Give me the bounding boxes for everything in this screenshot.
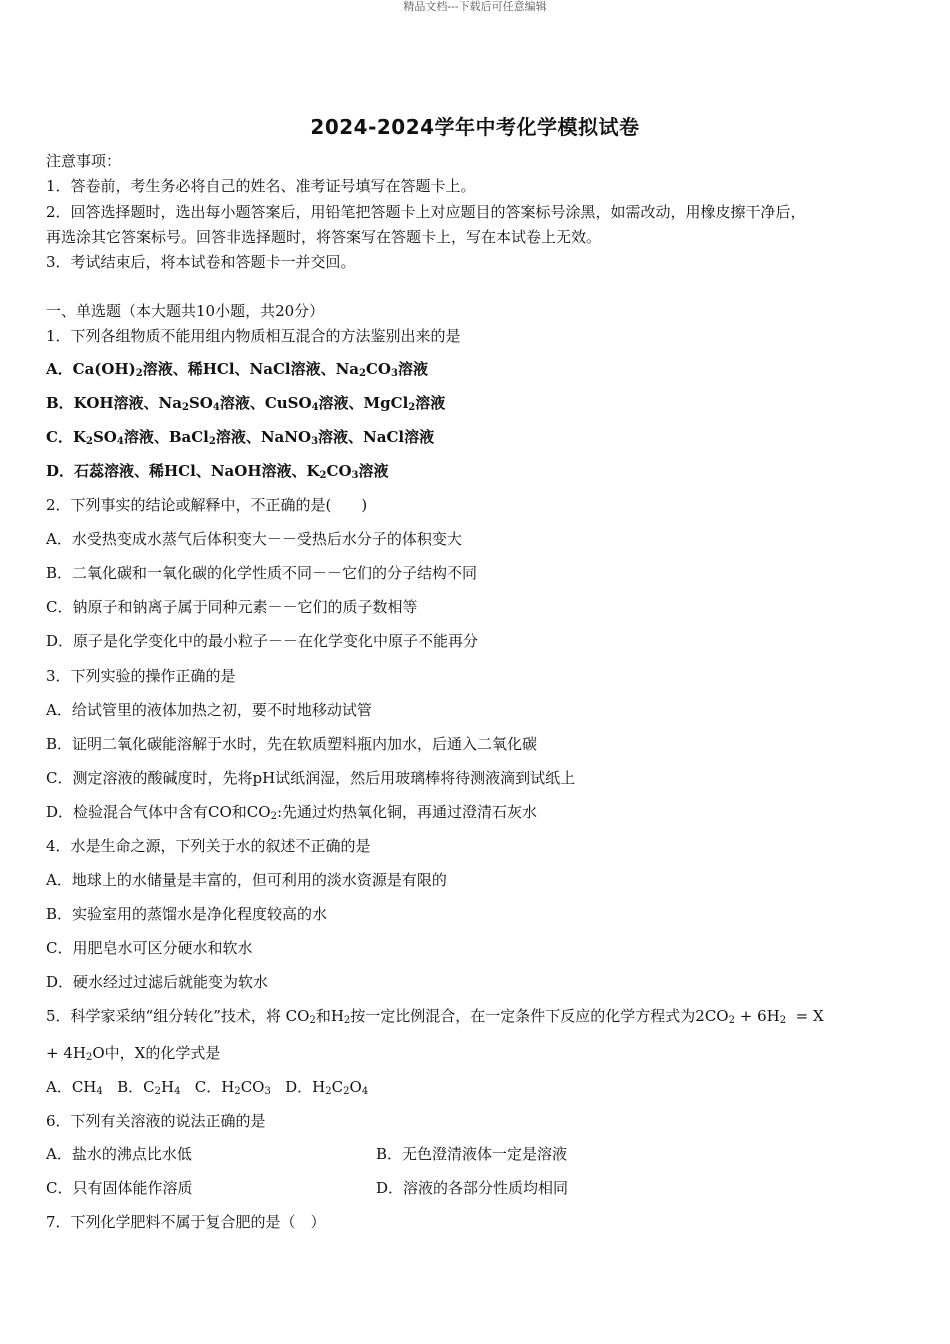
q3-option-b: B．证明二氧化碳能溶解于水时，先在软质塑料瓶内加水，后通入二氧化碳 <box>46 735 538 753</box>
notice-item-2a: 2．回答选择题时，选出每小题答案后，用铅笔把答题卡上对应题目的答案标号涂黑，如需改动，用橡皮擦干净后， <box>46 203 806 221</box>
section-heading: 一、单选题（本大题共10小题，共20分） <box>46 302 325 320</box>
question-3: 3．下列实验的操作正确的是 <box>46 667 236 685</box>
q2-option-d: D．原子是化学变化中的最小粒子－－在化学变化中原子不能再分 <box>46 632 479 650</box>
q4-option-b: B．实验室用的蒸馏水是净化程度较高的水 <box>46 905 328 923</box>
notice-item-2b: 再选涂其它答案标号。回答非选择题时，将答案写在答题卡上，写在本试卷上无效。 <box>46 228 602 246</box>
q2-option-c: C．钠原子和钠离子属于同种元素－－它们的质子数相等 <box>46 598 418 616</box>
q6-option-b: B．无色澄清液体一定是溶液 <box>376 1145 568 1163</box>
q6-option-c: C．只有固体能作溶质 <box>46 1179 193 1197</box>
q3-option-d: D．检验混合气体中含有CO和$CO_2$:先通过灼热氧化铜，再通过澄清石灰水 <box>46 803 538 822</box>
q3-option-a: A．给试管里的液体加热之初，要不时地移动试管 <box>46 701 372 719</box>
q1-option-c: C．$K_2SO_4$溶液、BaCl$_2$溶液、NaNO$_3$溶液、NaCl溶液 <box>46 428 435 447</box>
question-6: 6．下列有关溶液的说法正确的是 <box>46 1112 266 1130</box>
question-1: 1．下列各组物质不能用组内物质相互混合的方法鉴别出来的是 <box>46 327 461 345</box>
question-5-line-1: 5．科学家采纳“组分转化”技术，将 $CO_2$和$H_2$按一定比例混合，在一定条件下反应的化学方程式为$2CO_2 + 6H_2 = X$ <box>46 1007 824 1026</box>
page-header: 精品文档---下载后可任意编辑 <box>403 0 547 13</box>
exam-title: 2024-2024学年中考化学模拟试卷 <box>310 115 640 139</box>
q5-options: A．$CH_4$ B．$C_2H_4$ C．$H_2CO_3$ D．$H_2C_2O_4$ <box>46 1078 369 1097</box>
q4-option-c: C．用肥皂水可区分硬水和软水 <box>46 939 253 957</box>
q2-option-a: A．水受热变成水蒸气后体积变大－－受热后水分子的体积变大 <box>46 530 462 548</box>
question-4: 4．水是生命之源，下列关于水的叙述不正确的是 <box>46 837 371 855</box>
q1-option-d: D．石蕊溶液、稀HCl、NaOH溶液、$K_2CO_3$溶液 <box>46 462 389 481</box>
notice-heading: 注意事项： <box>46 152 122 170</box>
q1-option-b: B．KOH溶液、$Na_2SO_4$溶液、CuSO$_4$溶液、MgCl$_2$溶液 <box>46 394 446 413</box>
q3-option-c: C．测定溶液的酸碱度时，先将pH试纸润湿，然后用玻璃棒将待测液滴到试纸上 <box>46 769 576 787</box>
question-5-line-2: + $4H_2O$中，X的化学式是 <box>46 1044 221 1063</box>
q1-option-a: A．$Ca(OH)_2$溶液、稀HCl、NaCl溶液、$Na_2CO_3$溶液 <box>46 360 428 379</box>
q4-option-d: D．硬水经过过滤后就能变为软水 <box>46 973 269 991</box>
q4-option-a: A．地球上的水储量是丰富的，但可利用的淡水资源是有限的 <box>46 871 447 889</box>
notice-item-1: 1．答卷前，考生务必将自己的姓名、准考证号填写在答题卡上。 <box>46 177 476 195</box>
notice-item-3: 3．考试结束后，将本试卷和答题卡一并交回。 <box>46 253 356 271</box>
q6-option-d: D．溶液的各部分性质均相同 <box>376 1179 569 1197</box>
question-7: 7．下列化学肥料不属于复合肥的是（ ） <box>46 1213 326 1231</box>
question-2: 2．下列事实的结论或解释中，不正确的是( ) <box>46 496 368 514</box>
q6-option-a: A．盐水的沸点比水低 <box>46 1145 192 1163</box>
q2-option-b: B．二氧化碳和一氧化碳的化学性质不同－－它们的分子结构不同 <box>46 564 478 582</box>
